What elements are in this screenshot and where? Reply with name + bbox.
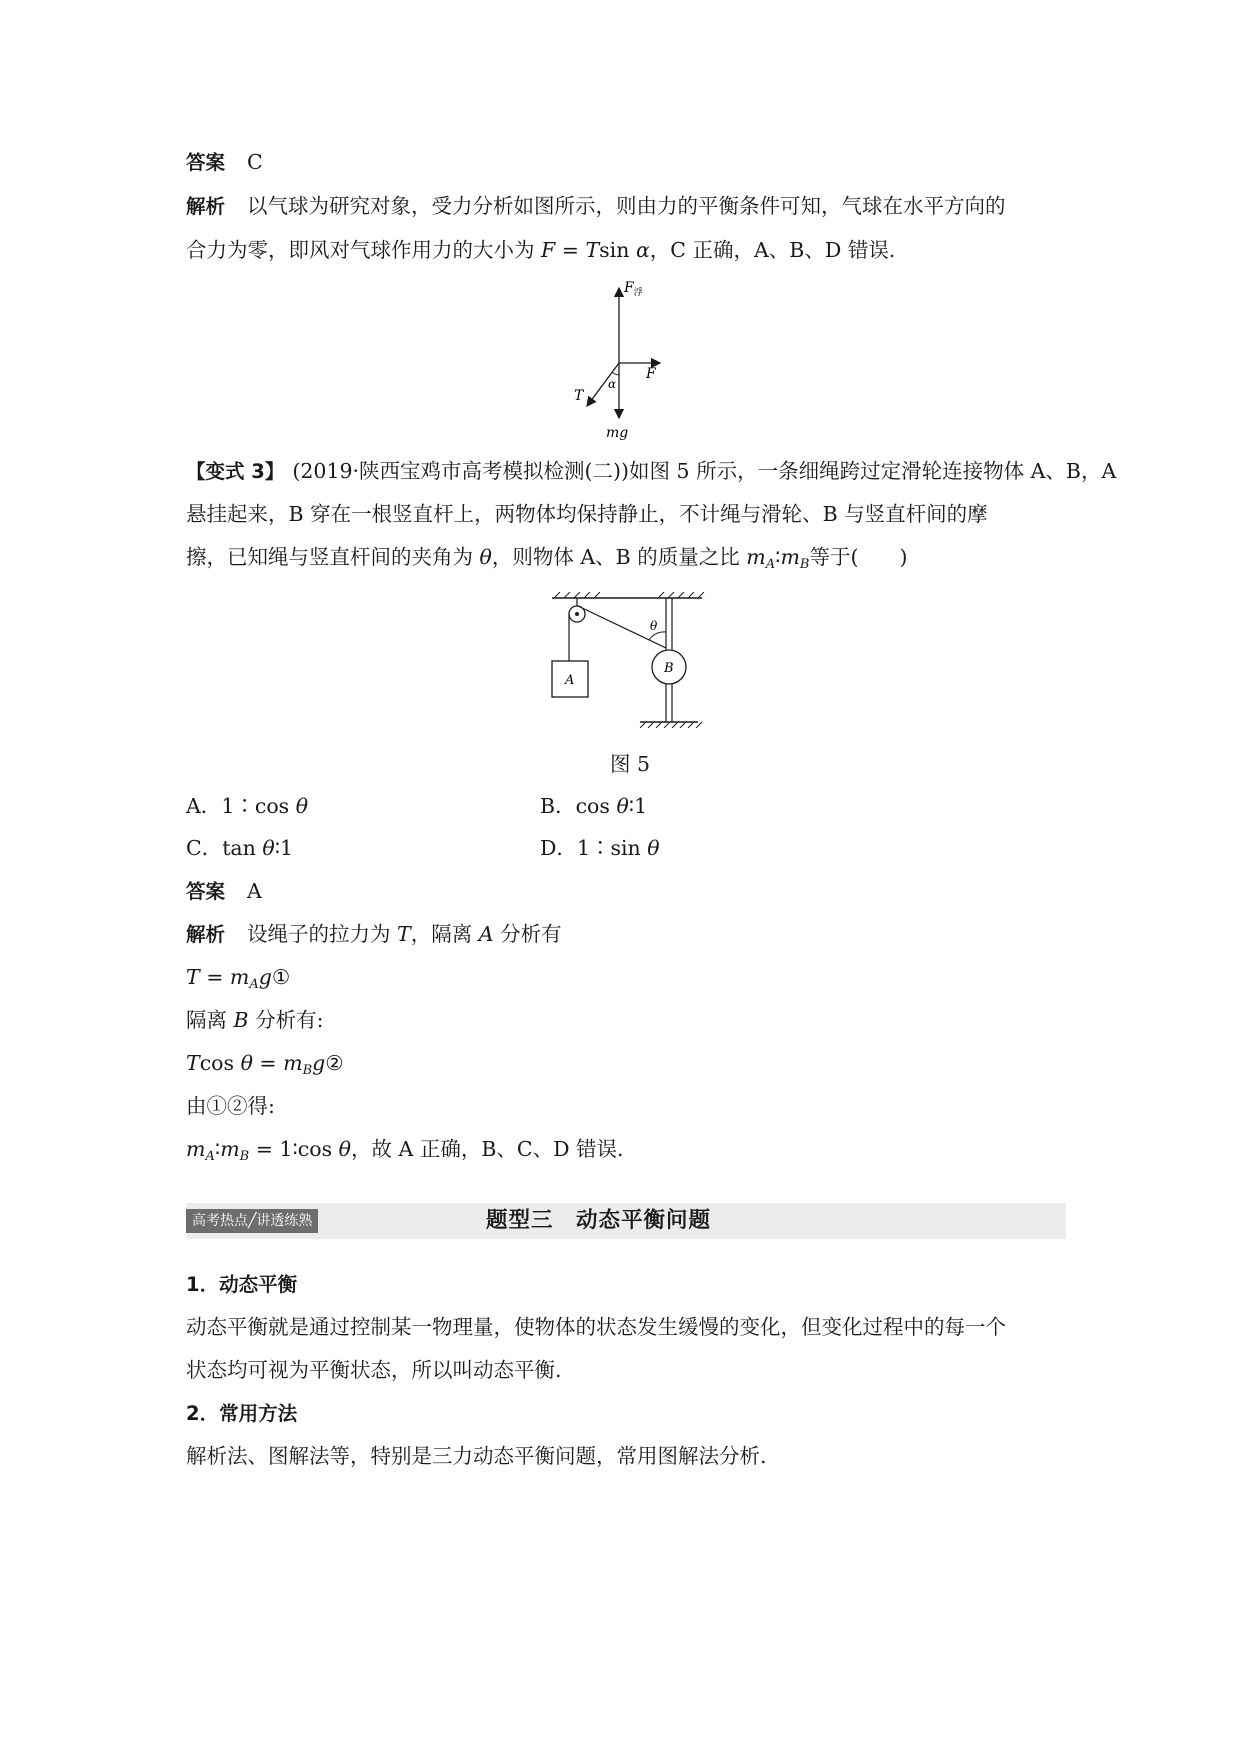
heading: 2．常用方法 [186, 1402, 298, 1425]
point-1-line-2 [186, 1355, 562, 1385]
analysis-label: 解析 [186, 923, 226, 946]
force-diagram [560, 278, 670, 448]
formula-sub: A [205, 1149, 215, 1164]
buoyancy-label: $F_浮$ [624, 280, 643, 298]
option-text: ∶1 [274, 836, 294, 860]
equation-2 [186, 1048, 344, 1078]
wind-force-label: F [646, 366, 656, 382]
formula-var: θ [338, 1137, 351, 1161]
section-banner [186, 1203, 1066, 1239]
formula-var: g [258, 965, 272, 989]
option-text: tan [222, 836, 263, 860]
formula-sub: A [765, 557, 776, 572]
analysis-text: 设绳子的拉力为 [247, 922, 398, 946]
answer-label: 答案 [186, 151, 226, 174]
alpha-label: α [608, 377, 617, 391]
formula-var: T [397, 922, 411, 946]
variant-line-3 [186, 542, 907, 572]
formula-var: m [746, 545, 766, 569]
formula-op: = [555, 238, 586, 262]
formula-op: ∶ [775, 545, 781, 569]
gravity-label: mg [606, 425, 629, 441]
formula-var: A [478, 922, 494, 946]
formula-fn: sin [599, 238, 636, 262]
pulley-diagram [548, 592, 718, 728]
formula-var: F [541, 238, 556, 262]
variant-tag: 【变式 3】 [186, 460, 285, 483]
analysis-text: 由①②得: [186, 1094, 275, 1118]
option-text: 1∶sin [576, 836, 648, 860]
formula-var: m [283, 1051, 303, 1075]
analysis-text: ，隔离 [410, 922, 479, 946]
analysis-text: ，C 正确，A、B、D 错误. [649, 238, 896, 262]
variant-text: 等于( ) [809, 545, 908, 569]
option-a[interactable] [186, 791, 308, 821]
formula-op: = 1∶cos [249, 1137, 339, 1161]
answer-line-1 [186, 147, 263, 178]
formula-var: m [186, 1137, 206, 1161]
formula-var: m [229, 965, 250, 989]
formula-op: ∶ [214, 1137, 221, 1161]
analysis-line-1 [186, 191, 1006, 222]
theta-arc [649, 632, 666, 640]
formula-sub: B [799, 557, 810, 572]
analysis-text: 以气球为研究对象，受力分析如图所示，则由力的平衡条件可知，气球在水平方向的 [247, 194, 1006, 218]
variant-text: ，则物体 A、B 的质量之比 [491, 545, 747, 569]
option-key: C． [186, 836, 223, 860]
answer-value: A [247, 879, 262, 903]
formula-var: T [585, 238, 600, 262]
option-key: A． [186, 794, 222, 818]
formula-var: θ [647, 836, 660, 860]
analysis-line-2 [186, 235, 895, 265]
analysis-label: 解析 [186, 195, 226, 218]
formula-var: T [186, 965, 200, 989]
point-1-line-1 [186, 1312, 1006, 1342]
equation-number: ① [271, 965, 291, 989]
section-title: 题型三 动态平衡问题 [486, 1208, 712, 1233]
analysis-text: 分析有 [493, 922, 562, 946]
formula-var: θ [295, 794, 309, 818]
formula-var: θ [262, 836, 275, 860]
body-text: 解析法、图解法等，特别是三力动态平衡问题，常用图解法分析. [186, 1444, 767, 1468]
answer-label: 答案 [186, 880, 226, 903]
analysis-text: 隔离 [186, 1008, 234, 1032]
option-b[interactable] [540, 791, 647, 821]
answer-value: C [247, 150, 263, 174]
result-line [186, 1134, 624, 1164]
variant-line-2 [186, 499, 988, 529]
formula-op: = [199, 965, 230, 989]
option-text: 1∶cos [221, 794, 296, 818]
theta-label: θ [650, 619, 658, 633]
tension-label: T [574, 388, 584, 404]
formula-var: m [780, 545, 800, 569]
formula-var: T [186, 1051, 200, 1075]
formula-var: θ [240, 1051, 253, 1075]
answer-line-2 [186, 876, 262, 907]
option-text: cos [575, 794, 617, 818]
point-1-title [186, 1269, 297, 1300]
formula-sub: A [249, 977, 259, 992]
formula-var: θ [479, 545, 492, 569]
figure-caption: 图 5 [609, 752, 651, 776]
formula-var: B [233, 1008, 249, 1032]
analysis-text: 合力为零，即风对气球作用力的大小为 [186, 238, 542, 262]
ball-b-label: B [664, 661, 674, 676]
block-a-label: A [565, 673, 575, 688]
analysis2-line-1 [186, 919, 562, 950]
option-d[interactable] [540, 833, 660, 863]
option-c[interactable] [186, 833, 293, 863]
variant-text: (2019·陕西宝鸡市高考模拟检测(二))如图 5 所示，一条细绳跨过定滑轮连接物体 A、B，A [292, 459, 1117, 483]
formula-var: θ [616, 794, 629, 818]
formula-var: m [220, 1137, 240, 1161]
option-key: B． [540, 794, 576, 818]
equation-1 [186, 962, 290, 992]
formula-var: g [312, 1051, 326, 1075]
heading: 1．动态平衡 [186, 1273, 298, 1296]
formula-var: α [635, 238, 650, 262]
point-2-title [186, 1398, 297, 1429]
alpha-arc [612, 372, 619, 375]
formula-sub: B [302, 1063, 313, 1078]
option-key: D． [540, 836, 577, 860]
body-text: 状态均可视为平衡状态，所以叫动态平衡. [186, 1358, 562, 1382]
variant-text: 悬挂起来，B 穿在一根竖直杆上，两物体均保持静止，不计绳与滑轮、B 与竖直杆间的摩 [186, 502, 988, 526]
analysis2-line-5 [186, 1091, 275, 1121]
formula-op: = [252, 1051, 284, 1075]
section-tag: 高考热点╱讲透练熟 [186, 1209, 318, 1233]
equation-number: ② [325, 1051, 344, 1075]
analysis2-line-3 [186, 1005, 324, 1035]
formula-sub: B [239, 1149, 250, 1164]
variant-line-1 [186, 456, 1116, 487]
point-2-line-1 [186, 1441, 767, 1471]
option-text: ∶1 [628, 794, 648, 818]
variant-text: 擦，已知绳与竖直杆间的夹角为 [186, 545, 480, 569]
analysis-text: 分析有: [248, 1008, 324, 1032]
body-text: 动态平衡就是通过控制某一物理量，使物体的状态发生缓慢的变化，但变化过程中的每一个 [186, 1315, 1006, 1339]
formula-fn: cos [199, 1051, 241, 1075]
analysis-text: ，故 A 正确，B、C、D 错误. [351, 1137, 624, 1161]
